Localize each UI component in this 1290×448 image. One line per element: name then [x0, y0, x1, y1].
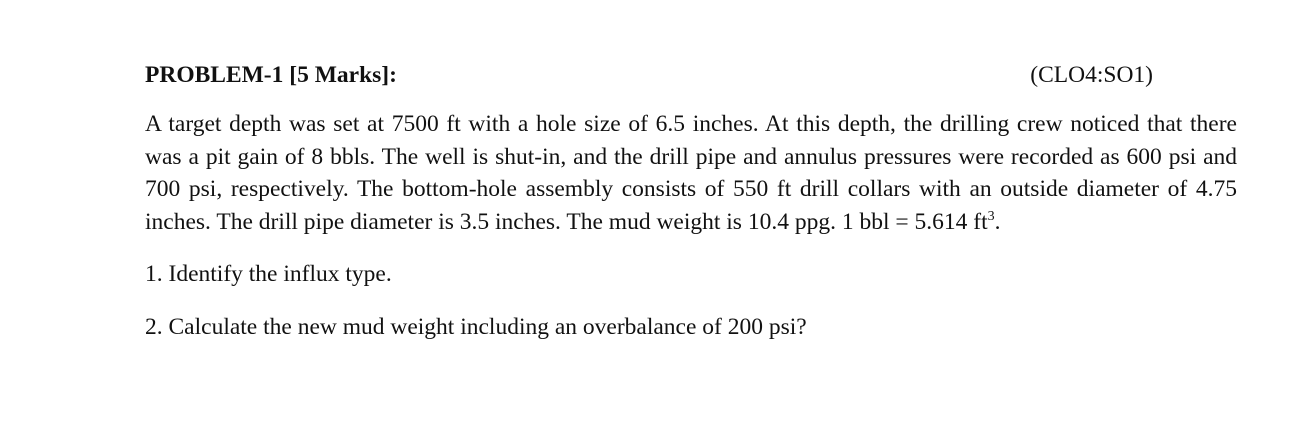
problem-title: PROBLEM-1 [5 Marks]: [145, 62, 397, 88]
problem-header [145, 58, 1237, 92]
statement-period: . [994, 208, 1001, 235]
problem-document [145, 58, 1237, 343]
question-2: 2. Calculate the new mud weight including an overbalance of 200 psi? [145, 314, 807, 341]
learning-outcome-code: (CLO4:SO1) [1030, 62, 1153, 88]
cubic-superscript: 3 [987, 208, 995, 224]
question-1: 1. Identify the influx type. [145, 261, 392, 288]
problem-statement-text: A target depth was set at 7500 ft with a hole size of 6.5 inches. At this depth, the drilling crew noticed that there was a pit gain of 8 bbls. The well is shut-in, and the drill pipe and annulus pressures were recorded as 600 psi and 700 psi, respectively. The bottom-hole assembly consists of 550 ft drill collars with an outside diameter of 4.75 inches. The drill pipe diameter is 3.5 inches. The mud weight is 10.4 ppg. 1 bbl = 5.614 ft [145, 111, 1237, 235]
problem-statement [145, 108, 1237, 238]
